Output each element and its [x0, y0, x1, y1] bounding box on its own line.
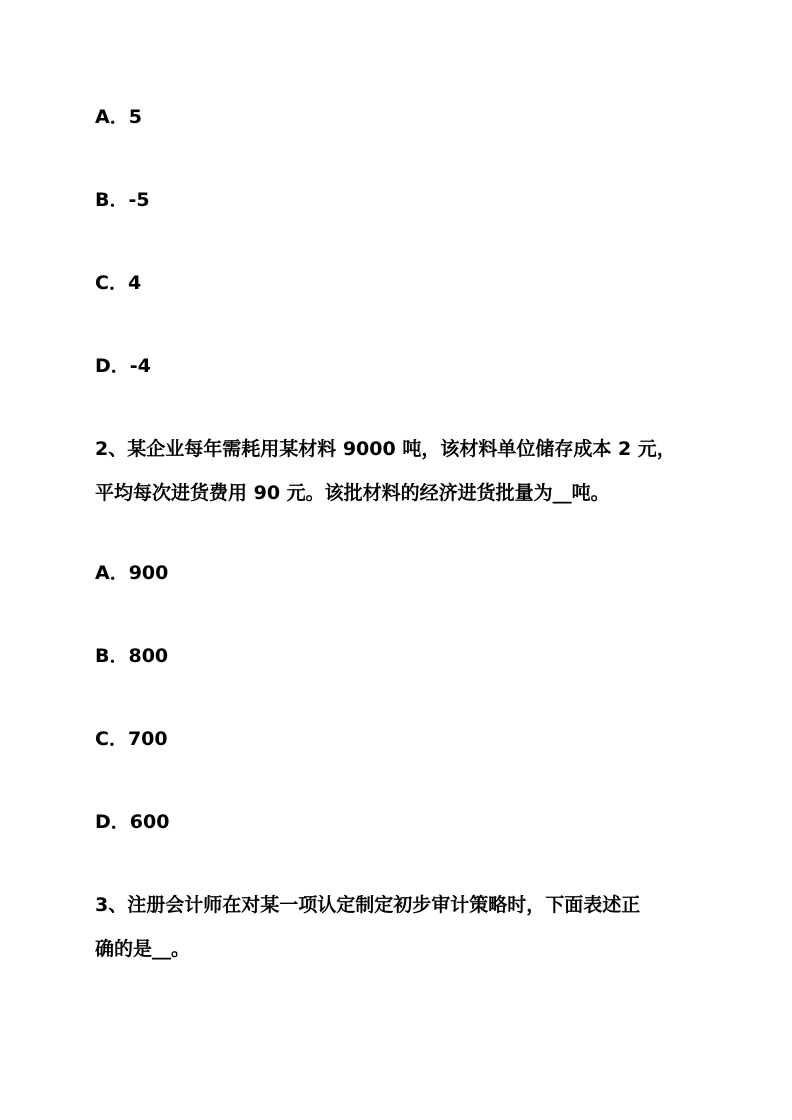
- q1-option-b: B．-5: [95, 189, 150, 211]
- q3-stem-line-2: 确的是__。: [95, 938, 191, 960]
- q3-stem-line-1: 3、注册会计师在对某一项认定制定初步审计策略时，下面表述正: [95, 894, 641, 916]
- q2-option-c: C．700: [95, 728, 168, 750]
- q2-stem-line-1: 2、某企业每年需耗用某材料 9000 吨，该材料单位储存成本 2 元，: [95, 438, 676, 460]
- q2-option-d: D．600: [95, 811, 170, 833]
- q2-option-a: A．900: [95, 562, 169, 584]
- q2-option-b: B．800: [95, 645, 169, 667]
- q2-stem-line-2: 平均每次进货费用 90 元。该批材料的经济进货批量为__吨。: [95, 482, 610, 504]
- q2-stem: [95, 427, 705, 515]
- q3-stem: [95, 883, 705, 971]
- q1-option-d: D．-4: [95, 355, 151, 377]
- q1-option-c: C．4: [95, 272, 142, 294]
- q1-option-a: A．5: [95, 106, 142, 128]
